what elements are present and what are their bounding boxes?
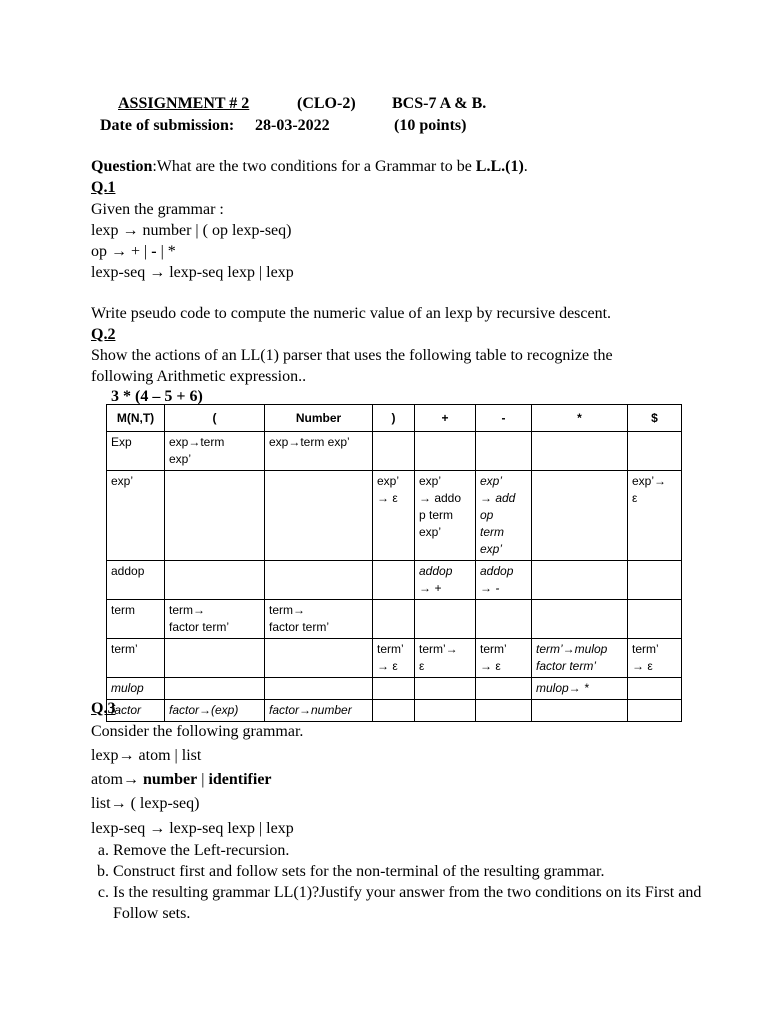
submission-date: 28-03-2022 [255,117,330,134]
table-cell: exp→term exp’ [165,432,265,471]
points-label: (10 points) [394,117,467,134]
table-cell [532,471,628,561]
main-question [91,157,528,177]
q3-rule-identifier: identifier [208,771,272,788]
table-header-cell: - [476,405,532,432]
q3-rule-rhs: atom | list [134,747,202,764]
table-row [107,471,682,561]
table-cell: term’ → ε [373,639,415,678]
q3-rule-lexp-seq [91,819,294,839]
q3-rule-bar: | [197,771,209,788]
table-cell: mulop→ * [532,678,628,700]
table-row [107,678,682,700]
question-label: Question [91,158,153,175]
table-cell: term [107,600,165,639]
table-cell [628,600,682,639]
table-cell [265,561,373,600]
q2-expression: 3 * (4 – 5 + 6) [111,388,203,405]
table-cell: exp’→ ε [628,471,682,561]
table-cell: term’ [107,639,165,678]
table-cell [265,471,373,561]
table-cell [373,678,415,700]
q3-rule-number: number [139,771,198,788]
table-header-cell: ( [165,405,265,432]
table-cell: factor→number [265,700,373,722]
q3-rule-lexp [91,746,201,766]
table-header-cell: M(N,T) [107,405,165,432]
table-cell: factor [107,700,165,722]
table-cell: term’ → ε [628,639,682,678]
list-item: c. Is the resulting grammar LL(1)?Justify your answer from the two conditions on its First and Follow sets. [113,882,713,924]
table-cell [476,678,532,700]
table-cell [628,700,682,722]
table-cell [628,561,682,600]
table-cell [532,700,628,722]
submission-date-label: Date of submission: [100,117,235,134]
assignment-number: ASSIGNMENT # 2 [118,95,250,112]
question-text: :What are the two conditions for a Grammar to be [152,158,476,175]
table-cell: term’→mulop factor term’ [532,639,628,678]
q1-intro: Given the grammar : [91,201,224,218]
q2-label: Q.2 [91,326,116,343]
table-cell [628,678,682,700]
question-end: . [523,158,528,175]
table-cell: exp’ → addo p term exp’ [415,471,476,561]
table-cell: factor→(exp) [165,700,265,722]
list-item: b. Construct first and follow sets for the non-terminal of the resulting grammar. [113,861,713,882]
q1-rule-op-minus: - [151,243,157,260]
table-cell [373,700,415,722]
q3-rule-lhs: lexp [91,747,119,764]
q3-rule-lhs: atom [91,771,123,788]
table-header-cell: $ [628,405,682,432]
q3-parts-list [90,840,713,924]
assignment-title [118,94,249,114]
table-cell [265,639,373,678]
table-cell [373,561,415,600]
table-cell: term’→ ε [415,639,476,678]
table-header-cell: * [532,405,628,432]
q2-text-line2: following Arithmetic expression.. [91,368,307,385]
q3-rule-lhs: lexp-seq [91,820,150,837]
table-cell [165,678,265,700]
q3-rule-rhs: ( lexp-seq) [126,795,200,812]
table-cell: exp→term exp’ [265,432,373,471]
table-cell [476,700,532,722]
table-cell [165,561,265,600]
table-cell [373,600,415,639]
table-row [107,432,682,471]
table-cell: exp’ → ε [373,471,415,561]
arrow-icon: → [118,747,135,764]
q3-rule-atom [91,770,272,790]
q1-rule-op [91,242,176,262]
table-cell [532,600,628,639]
q3-rule-rhs: lexp-seq lexp | lexp [165,820,294,837]
q1-label: Q.1 [91,179,116,196]
table-row [107,700,682,722]
table-cell [415,700,476,722]
table-header-row [107,405,682,432]
arrow-icon: → [149,820,166,837]
table-cell [165,471,265,561]
q1-task: Write pseudo code to compute the numeric value of an lexp by recursive descent. [91,305,612,322]
table-cell [373,432,415,471]
table-cell [415,600,476,639]
table-row [107,561,682,600]
table-cell [628,432,682,471]
q3-rule-lhs: list [91,795,111,812]
table-header-cell: + [415,405,476,432]
table-cell [532,561,628,600]
table-row [107,600,682,639]
list-item: a. Remove the Left-recursion. [113,840,713,861]
table-cell [265,678,373,700]
q2-text-line1: Show the actions of an LL(1) parser that uses the following table to recognize the [91,347,613,364]
question-ll1: L.L.(1) [475,158,524,175]
q1-rule-op-part1: op → + | [91,243,152,260]
table-cell: exp’ → add op term exp’ [476,471,532,561]
table-cell [415,432,476,471]
table-row [107,639,682,678]
table-cell: exp’ [107,471,165,561]
table-cell: term→ factor term’ [265,600,373,639]
table-cell: term’ → ε [476,639,532,678]
table-cell [415,678,476,700]
q3-rule-list [91,794,199,814]
q1-rule-lexp-seq: lexp-seq → lexp-seq lexp | lexp [91,264,294,281]
q1-rule-lexp: lexp → number | ( op lexp-seq) [91,222,292,239]
table-cell [476,600,532,639]
arrow-icon: → [110,795,127,812]
q1-rule-op-part2: | * [156,243,176,260]
table-header-cell: Number [265,405,373,432]
table-header-cell: ) [373,405,415,432]
ll1-parse-table [106,404,682,722]
table-cell [476,432,532,471]
q3-label: Q.3 [91,700,116,717]
q3-intro: Consider the following grammar. [91,723,304,740]
table-cell: addop [107,561,165,600]
table-cell: mulop [107,678,165,700]
table-cell: addop → - [476,561,532,600]
table-cell [532,432,628,471]
table-cell [165,639,265,678]
course-label: BCS-7 A & B. [392,95,487,112]
table-cell: Exp [107,432,165,471]
arrow-icon: → [123,771,139,788]
table-cell: addop → + [415,561,476,600]
clo-label: (CLO-2) [297,95,356,112]
table-cell: term→ factor term’ [165,600,265,639]
